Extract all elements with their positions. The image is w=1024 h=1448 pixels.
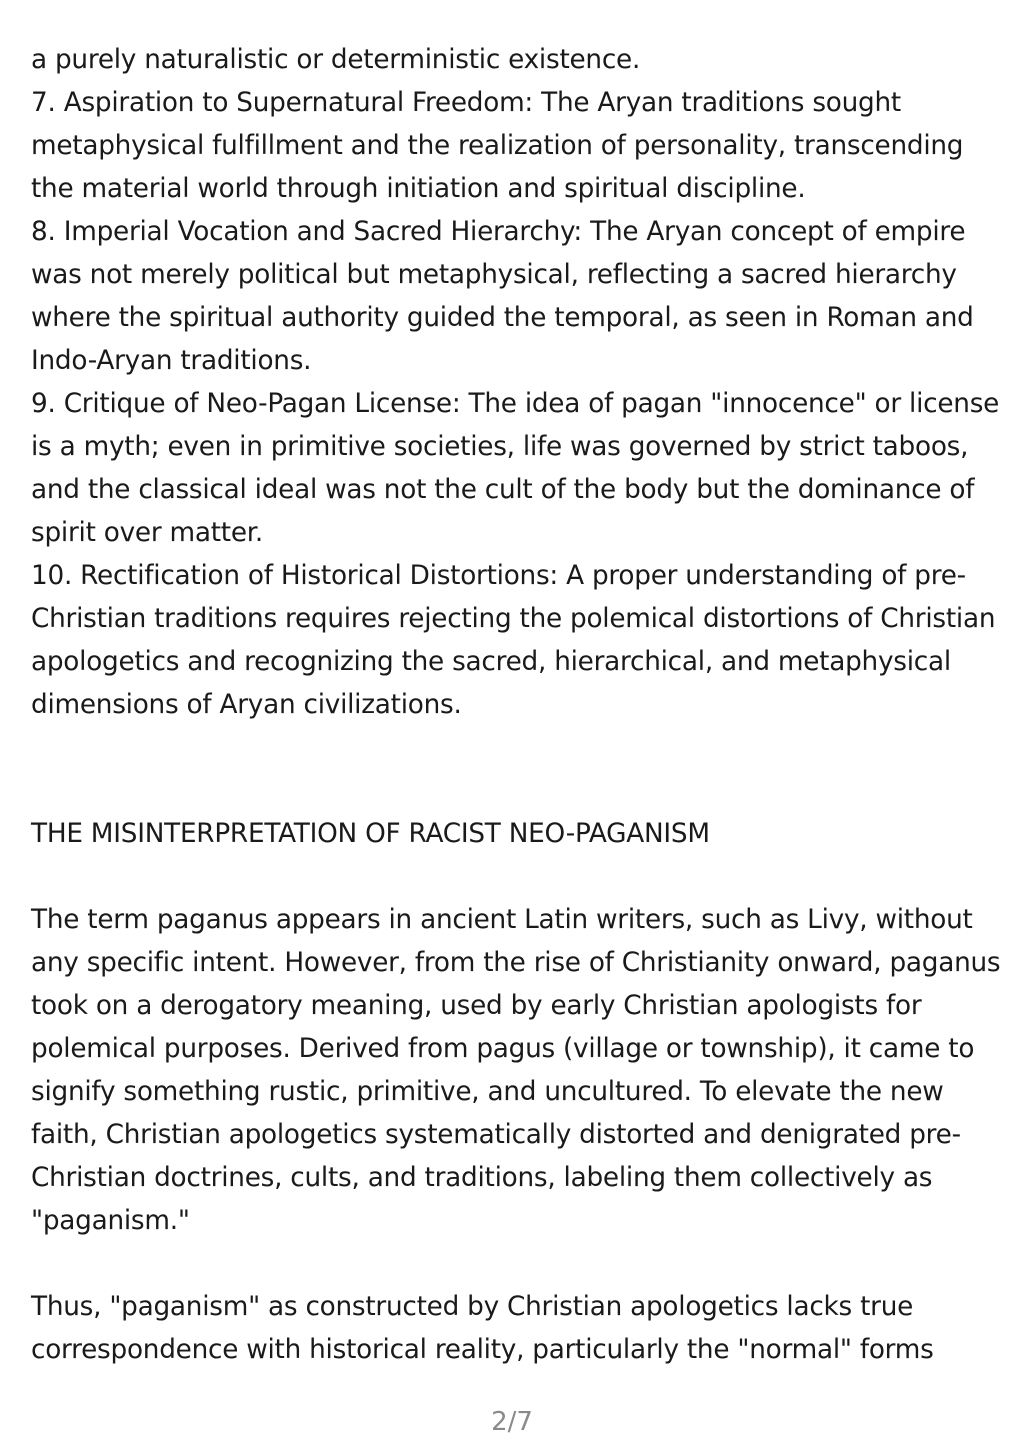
list-item-7: 7. Aspiration to Supernatural Freedom: The Aryan traditions sought metaphysical fulfillment and the realization of personality, transcending the material world through initiation and spiritual discipline. [31,88,964,204]
list-item-9: 9. Critique of Neo-Pagan License: The idea of pagan "innocence" or license is a myth; even in primitive societies, life was governed by strict taboos, and the classical ideal was not the cult of the body but the dominance of spirit over matter. [31,389,1000,548]
body-paragraph: The term paganus appears in ancient Latin writers, such as Livy, without any specific intent. However, from the rise of Christianity onward, paganus took on a derogatory meaning, used by early Christian apologists for polemical purposes. Derived from pagus (village or township), it came to signify something rustic, primitive, and uncultured. To elevate the new faith, Christian apologetics systematically distorted and denigrated pre-Christian doctrines, cults, and traditions, labeling them collectively as "paganism." [31,905,1001,1236]
blank-line [31,856,1006,899]
document-body [31,39,1006,1372]
blank-line [31,1243,1006,1286]
body-paragraph: Thus, "paganism" as constructed by Christian apologetics lacks true correspondence with historical reality, particularly the "normal" forms [31,1292,934,1365]
section-heading: THE MISINTERPRETATION OF RACIST NEO-PAGANISM [31,819,710,849]
list-item-8: 8. Imperial Vocation and Sacred Hierarchy: The Aryan concept of empire was not merely political but metaphysical, reflecting a sacred hierarchy where the spiritual authority guided the temporal, as seen in Roman and Indo-Aryan traditions. [31,217,974,376]
blank-line [31,770,1006,813]
page-indicator: 2/7 [491,1407,533,1437]
paragraph-continuation: a purely naturalistic or deterministic existence. [31,45,641,75]
list-item-10: 10. Rectification of Historical Distortions: A proper understanding of pre-Christian traditions requires rejecting the polemical distortions of Christian apologetics and recognizing the sacred, hierarchical, and metaphysical dimensions of Aryan civilizations. [31,561,996,720]
blank-line [31,727,1006,770]
